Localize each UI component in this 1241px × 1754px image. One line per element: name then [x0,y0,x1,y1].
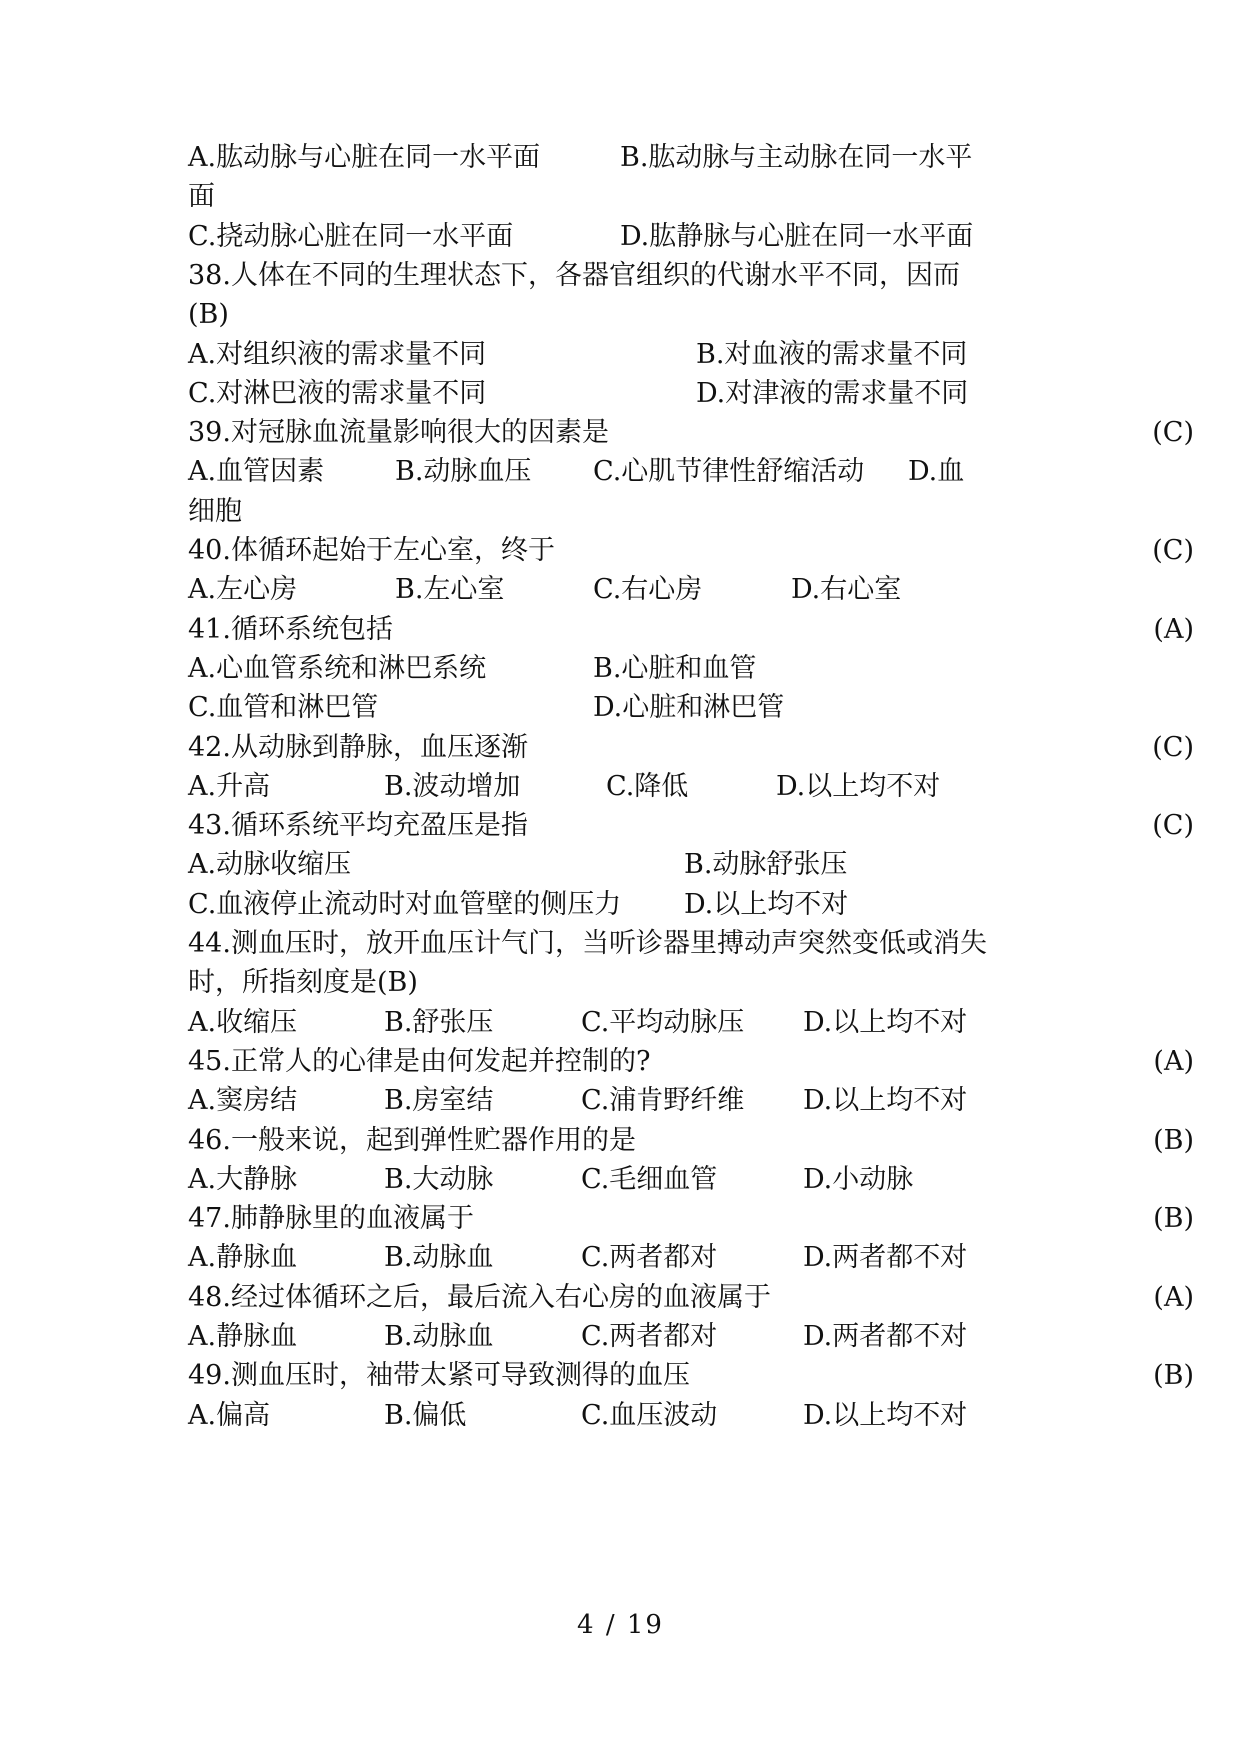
option-text: B.偏低 [384,1400,467,1431]
answer-key: (B) [1153,1360,1194,1391]
line-text: (B) [188,299,229,330]
line-text: 39.对冠脉血流量影响很大的因素是 [188,417,609,448]
text-line [188,1276,1194,1320]
line-text: A.左心房 [188,574,298,605]
answer-key: (A) [1153,1282,1194,1313]
option-text: B.心脏和血管 [593,653,757,684]
answer-key: (A) [1153,1046,1194,1077]
option-text: C.平均动脉压 [581,1007,745,1038]
option-text: D.以上均不对 [803,1085,968,1116]
text-line [188,568,1194,612]
line-text: C.血管和淋巴管 [188,692,379,723]
option-text: B.动脉血压 [395,456,532,487]
line-text: A.静脉血 [188,1321,298,1352]
option-text: D.以上均不对 [776,771,941,802]
option-text: C.浦肯野纤维 [581,1085,745,1116]
line-text: 42.从动脉到静脉，血压逐渐 [188,732,528,763]
text-line [188,961,1194,1005]
line-text: A.心血管系统和淋巴系统 [188,653,487,684]
option-text: B.舒张压 [384,1007,494,1038]
option-text: D.两者都不对 [803,1321,968,1352]
page-number: 4 / 19 [577,1610,664,1640]
line-text: 38.人体在不同的生理状态下，各器官组织的代谢水平不同，因而 [188,260,960,291]
option-text: D.以上均不对 [684,889,849,920]
option-text: D.血 [908,456,965,487]
line-text: A.血管因素 [188,456,325,487]
option-text: D.两者都不对 [803,1242,968,1273]
option-text: D.心脏和淋巴管 [593,692,785,723]
line-text: A.动脉收缩压 [188,849,352,880]
line-text: A.肱动脉与心脏在同一水平面 [188,142,541,173]
text-line [188,175,1194,219]
answer-key: (C) [1152,732,1194,763]
option-text: D.以上均不对 [803,1400,968,1431]
line-text: 45.正常人的心律是由何发起并控制的? [188,1046,651,1077]
option-text: D.肱静脉与心脏在同一水平面 [620,221,974,252]
text-line [188,411,1194,455]
option-text: D.以上均不对 [803,1007,968,1038]
text-line [188,333,1194,377]
line-text: A.静脉血 [188,1242,298,1273]
text-line [188,372,1194,416]
answer-key: (B) [1153,1203,1194,1234]
option-text: C.心肌节律性舒缩活动 [593,456,865,487]
text-line [188,726,1194,770]
option-text: C.降低 [606,771,689,802]
line-text: 时，所指刻度是(B) [188,967,418,998]
text-line [188,1197,1194,1241]
text-line [188,608,1194,652]
option-text: C.两者都对 [581,1242,718,1273]
answer-key: (B) [1153,1125,1194,1156]
answer-key: (C) [1152,535,1194,566]
text-line [188,843,1194,887]
text-line [188,922,1194,966]
line-text: 48.经过体循环之后，最后流入右心房的血液属于 [188,1282,771,1313]
text-line [188,529,1194,573]
option-text: C.毛细血管 [581,1164,718,1195]
text-line [188,1354,1194,1398]
line-text: 44.测血压时，放开血压计气门，当听诊器里搏动声突然变低或消失 [188,928,987,959]
line-text: A.升高 [188,771,271,802]
answer-key: (C) [1152,417,1194,448]
line-text: 47.肺静脉里的血液属于 [188,1203,474,1234]
answer-key: (C) [1152,810,1194,841]
text-line [188,1079,1194,1123]
line-text: 面 [188,181,215,212]
option-text: B.动脉血 [384,1321,494,1352]
line-text: C.挠动脉心脏在同一水平面 [188,221,514,252]
option-text: C.血压波动 [581,1400,718,1431]
line-text: A.对组织液的需求量不同 [188,339,487,370]
line-text: A.收缩压 [188,1007,298,1038]
line-text: 40.体循环起始于左心室，终于 [188,535,555,566]
line-text: A.窦房结 [188,1085,298,1116]
text-line [188,450,1194,494]
text-line [188,1236,1194,1280]
line-text: C.对淋巴液的需求量不同 [188,378,487,409]
text-line [188,1158,1194,1202]
text-line [188,490,1194,534]
option-text: B.肱动脉与主动脉在同一水平 [620,142,973,173]
option-text: B.左心室 [395,574,505,605]
text-line [188,215,1194,259]
line-text: A.偏高 [188,1400,271,1431]
text-line [188,1119,1194,1163]
text-line [188,254,1194,298]
text-line [188,804,1194,848]
text-line [188,293,1194,337]
option-text: D.小动脉 [803,1164,914,1195]
line-text: 43.循环系统平均充盈压是指 [188,810,528,841]
answer-key: (A) [1153,614,1194,645]
option-text: B.动脉血 [384,1242,494,1273]
text-line [188,647,1194,691]
option-text: B.房室结 [384,1085,494,1116]
option-text: B.波动增加 [384,771,521,802]
line-text: 46.一般来说，起到弹性贮器作用的是 [188,1125,636,1156]
option-text: C.两者都对 [581,1321,718,1352]
line-text: C.血液停止流动时对血管壁的侧压力 [188,889,622,920]
line-text: 49.测血压时，袖带太紧可导致测得的血压 [188,1360,690,1391]
text-line [188,1315,1194,1359]
text-line [188,136,1194,180]
option-text: B.大动脉 [384,1164,494,1195]
text-line [188,883,1194,927]
text-line [188,1001,1194,1045]
option-text: B.动脉舒张压 [684,849,848,880]
option-text: D.对津液的需求量不同 [696,378,969,409]
text-line [188,765,1194,809]
text-line [188,1040,1194,1084]
line-text: 41.循环系统包括 [188,614,393,645]
option-text: D.右心室 [791,574,902,605]
text-line [188,1394,1194,1438]
option-text: B.对血液的需求量不同 [696,339,968,370]
option-text: C.右心房 [593,574,703,605]
text-line [188,686,1194,730]
line-text: 细胞 [188,496,242,527]
line-text: A.大静脉 [188,1164,298,1195]
